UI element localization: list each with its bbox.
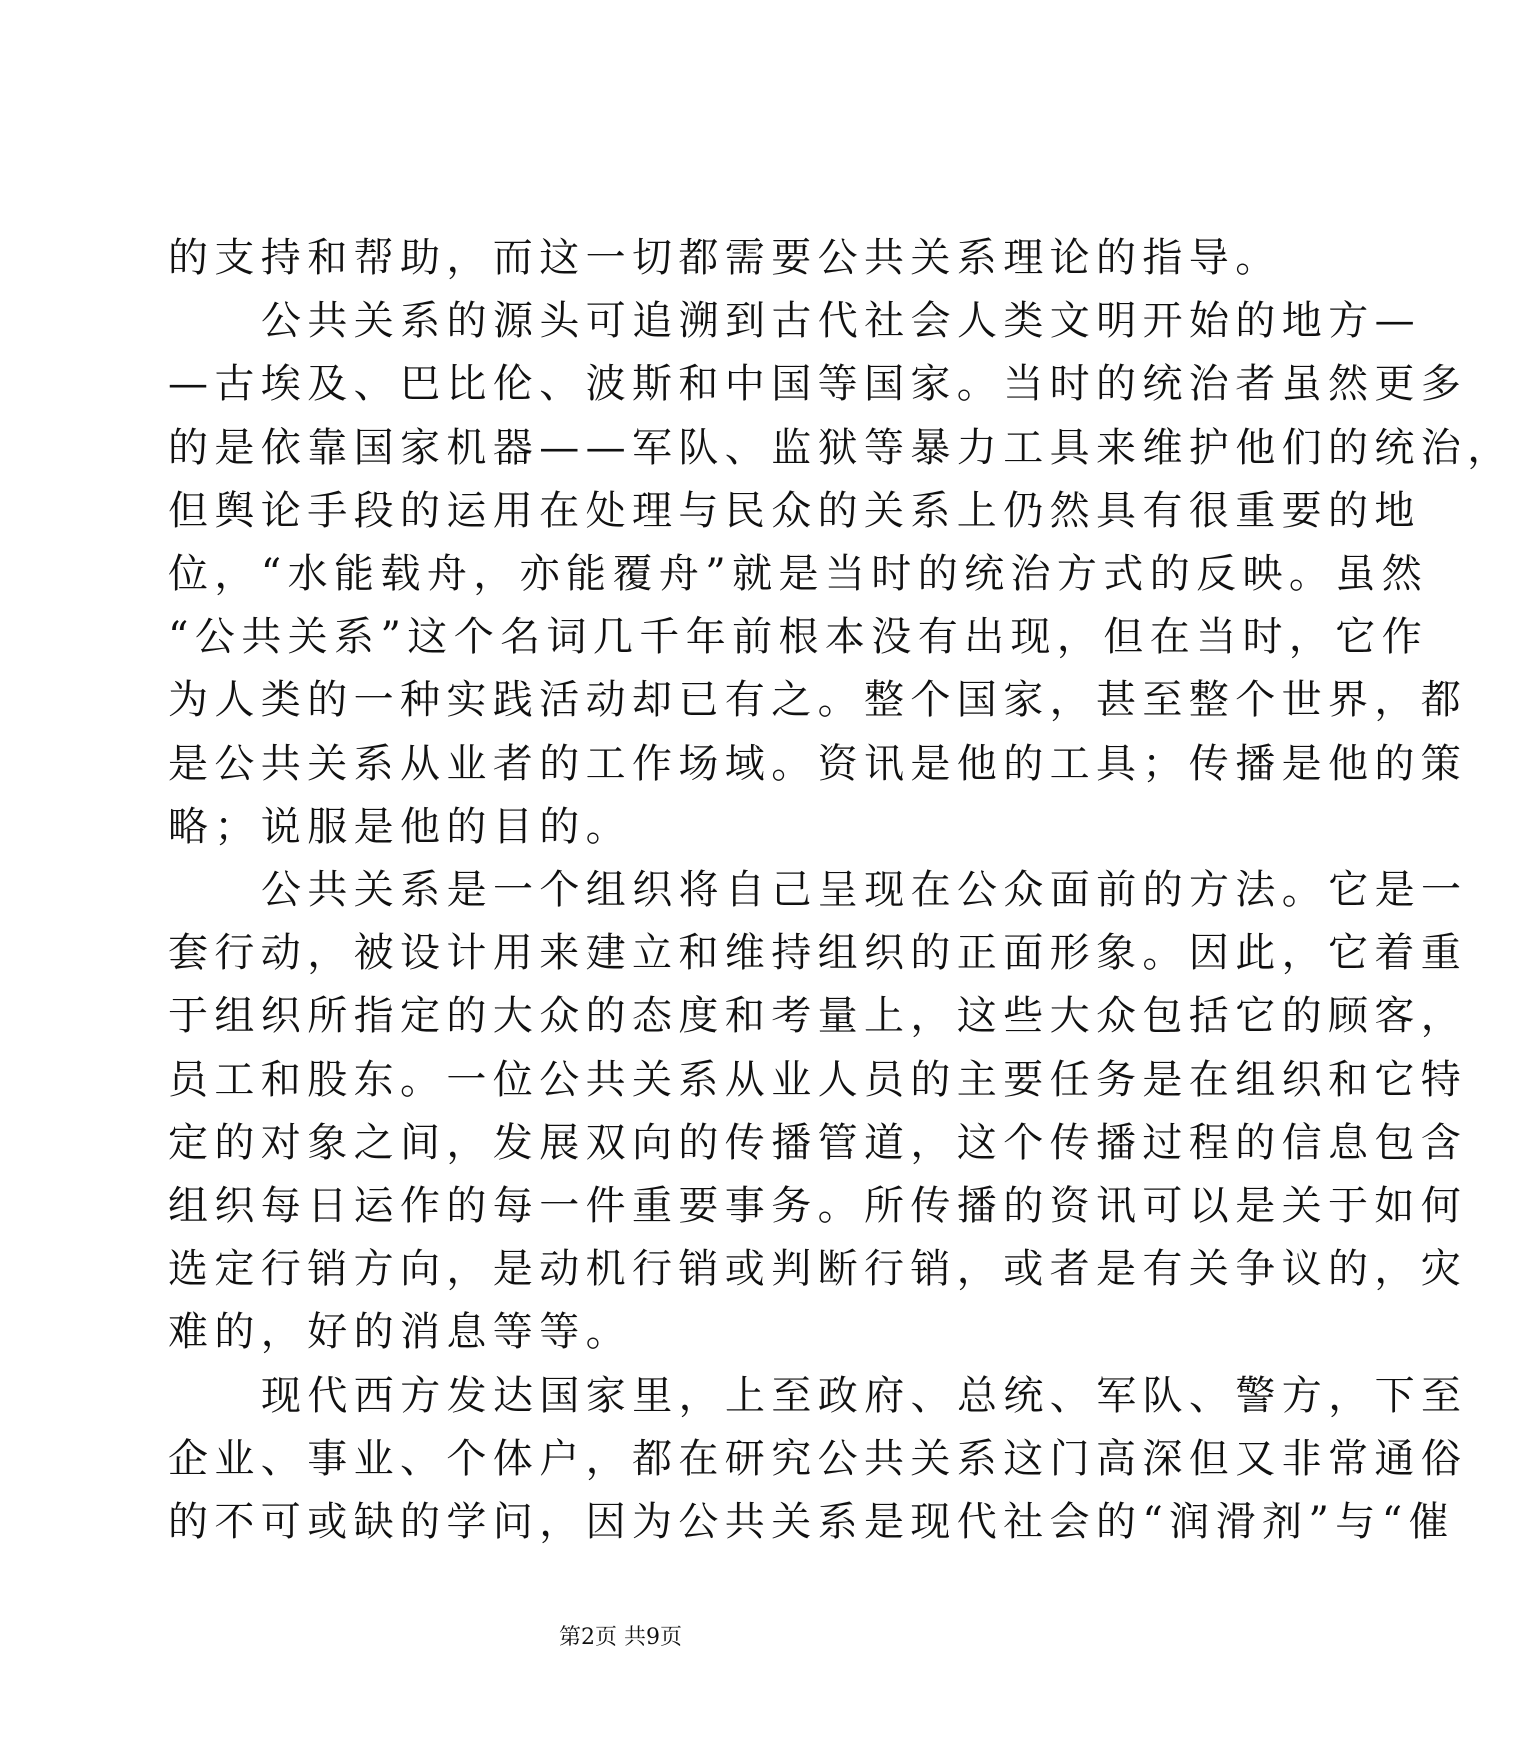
paragraph-first-line: 现代西方发达国家里，上至政府、总统、军队、警方，下至 xyxy=(261,1372,1468,1419)
text-line: 定的对象之间，发展双向的传播管道，这个传播过程的信息包含 xyxy=(168,1119,1468,1166)
text-line: 员工和股东。一位公共关系从业人员的主要任务是在组织和它特 xyxy=(168,1056,1468,1103)
text-line: 组织每日运作的每一件重要事务。所传播的资讯可以是关于如何 xyxy=(168,1183,1468,1229)
text-line: 难的，好的消息等等。 xyxy=(168,1309,632,1356)
text-line: “公共关系”这个名词几千年前根本没有出现，但在当时，它作 xyxy=(168,614,1429,661)
page-footer: 第2页 共9页 xyxy=(559,1625,682,1650)
text-line: —古埃及、巴比伦、波斯和中国等国家。当时的统治者虽然更多 xyxy=(168,361,1468,408)
text-line: 略；说服是他的目的。 xyxy=(168,803,632,850)
text-line: 选定行销方向，是动机行销或判断行销，或者是有关争议的，灾 xyxy=(168,1246,1468,1293)
text-line: 是公共关系从业者的工作场域。资讯是他的工具；传播是他的策 xyxy=(168,740,1468,787)
paragraph-first-line: 公共关系的源头可追溯到古代社会人类文明开始的地方— xyxy=(261,298,1421,345)
text-line: 于组织所指定的大众的态度和考量上，这些大众包括它的顾客， xyxy=(168,993,1468,1040)
paragraph-first-line: 公共关系是一个组织将自己呈现在公众面前的方法。它是一 xyxy=(261,867,1468,913)
text-line: 但舆论手段的运用在处理与民众的关系上仍然具有很重要的地 xyxy=(168,487,1421,534)
text-line: 的是依靠国家机器——军队、监狱等暴力工具来维护他们的统治， xyxy=(168,424,1514,471)
text-line: 套行动，被设计用来建立和维持组织的正面形象。因此，它着重 xyxy=(168,930,1468,977)
text-line: 的不可或缺的学问，因为公共关系是现代社会的“润滑剂”与“催 xyxy=(168,1499,1455,1545)
text-line: 的支持和帮助，而这一切都需要公共关系理论的指导。 xyxy=(168,235,1282,281)
text-line: 位，“水能载舟，亦能覆舟”就是当时的统治方式的反映。虽然 xyxy=(168,551,1429,597)
text-line: 企业、事业、个体户，都在研究公共关系这门高深但又非常通俗 xyxy=(168,1435,1468,1482)
text-line: 为人类的一种实践活动却已有之。整个国家，甚至整个世界，都 xyxy=(168,677,1468,724)
